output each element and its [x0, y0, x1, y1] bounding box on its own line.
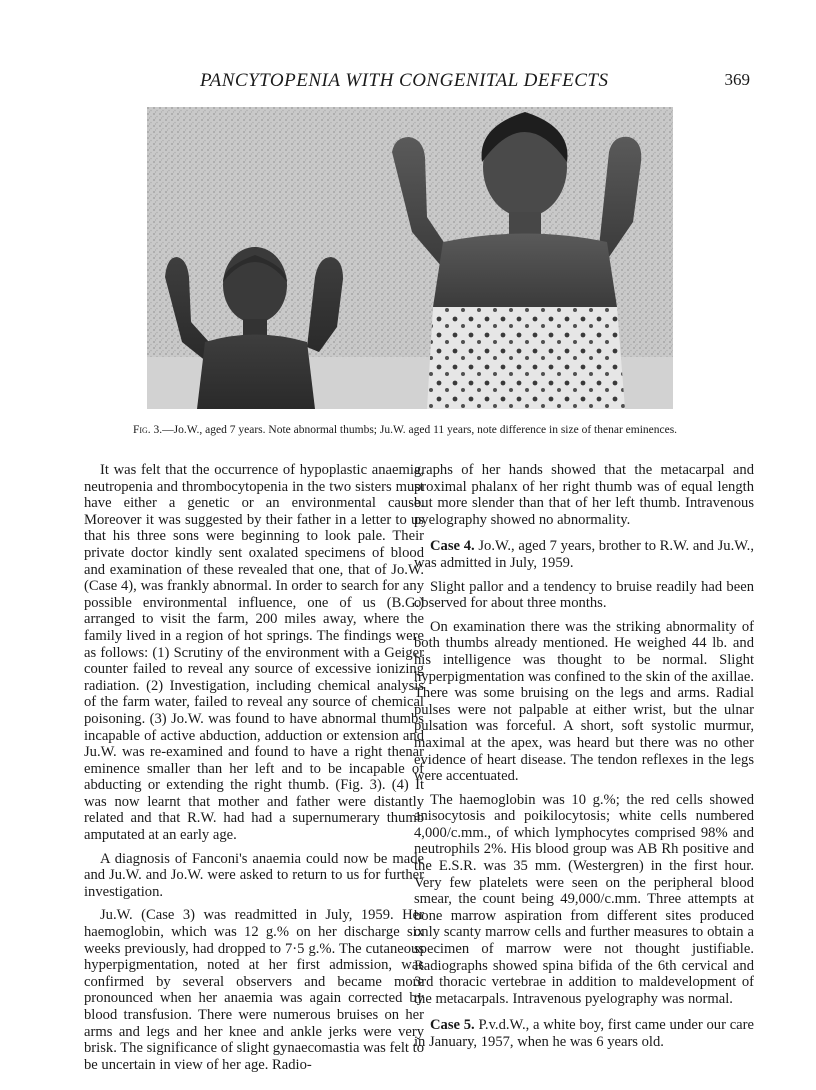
case-5-intro: P.v.d.W., a white boy, first came under our care in January, 1957, when he was 6 years old.	[414, 1017, 754, 1050]
case-4-heading: Case 4.	[430, 538, 475, 555]
figure-photograph	[147, 107, 673, 409]
case-5-paragraph	[414, 1017, 754, 1050]
paragraph: It was felt that the occurrence of hypoplastic anaemia, neutropenia and thrombocytopenia in the two sisters must have either a genetic or an environmental cause. Moreover it was suggested by their father in a letter to us that his three sons were beginning to look pale. Their private doctor kindly sent oxalated specimens of blood and examination of these revealed that one, that of Jo.W. (Case 4), was frankly abnormal. In order to search for any possible environmental influence, one of us (B.G.) arranged to visit the farm, 200 miles away, where the family lived in a region of hot springs. The findings were as follows: (1) Scrutiny of the environment with a Geiger counter failed to reveal any source of excessive ionizing radiation. (2) Investigation, including chemical analysis of the farm water, failed to reveal any source of chemical poisoning. (3) Jo.W. was found to have abnormal thumbs incapable of active abduction, adduction or extension and Ju.W. was re-examined and found to have a right thenar eminence smaller than her left and to be incapable of abducting or extending the right thumb. (Fig. 3). (4) It was now learnt that mother and father were distantly related and that R.W. had had a supernumerary thumb amputated at an early age.	[84, 462, 424, 844]
case-4-paragraph	[414, 538, 754, 571]
page-number: 369	[724, 70, 750, 89]
case-5-heading: Case 5.	[430, 1017, 475, 1034]
case-4-intro: Jo.W., aged 7 years, brother to R.W. and Ju.W., was admitted in July, 1959.	[414, 538, 754, 571]
running-title: PANCYTOPENIA WITH CONGENITAL DEFECTS	[200, 70, 609, 91]
photograph-children-hands-raised	[147, 107, 673, 409]
paragraph-continuation: graphs of her hands showed that the metacarpal and proximal phalanx of her right thumb was of equal length but more slender than that of her left thumb. Intravenous pyelography showed no abnormality.	[414, 462, 754, 528]
paragraph: Ju.W. (Case 3) was readmitted in July, 1959. Her haemoglobin, which was 12 g.% on her discharge six weeks previously, had dropped to 7·5 g.%. The cutaneous hyperpigmentation, noted at her first admission, was confirmed by several observers and became more pronounced when her anaemia was again corrected by blood transfusion. There were numerous bruises on her arms and legs and her knee and ankle jerks were very brisk. The significance of slight gynaecomastia was felt to be uncertain in view of her age. Radio-	[84, 907, 424, 1073]
figure-label: Fig. 3.	[132, 424, 163, 436]
left-column	[84, 462, 424, 1080]
right-column	[414, 462, 754, 1058]
paragraph: The haemoglobin was 10 g.%; the red cells showed anisocytosis and poikilocytosis; white cells numbered 4,000/c.mm., of which lymphocytes comprised 98% and neutrophils 2%. His blood group was AB Rh positive and the E.S.R. was 35 mm. (Westergren) in the first hour. Very few platelets were seen on the peripheral blood smear, the count being 49,000/c.mm. Three attempts at bone marrow aspiration from different sites produced only scanty marrow cells and further measures to obtain a specimen of marrow were not thought justifiable. Radiographs showed spina bifida of the 6th cervical and 3rd thoracic vertebrae in addition to maldevelopment of the metacarpals. Intravenous pyelography was normal.	[414, 791, 754, 1007]
page-header	[0, 70, 816, 94]
paragraph: A diagnosis of Fanconi's anaemia could now be made and Ju.W. and Jo.W. were asked to return to us for further investigation.	[84, 850, 424, 900]
paragraph: Slight pallor and a tendency to bruise readily had been observed for about three months.	[414, 578, 754, 612]
figure-caption-text: —Jo.W., aged 7 years. Note abnormal thumbs; Ju.W. aged 11 years, note difference in size of thenar eminences.	[162, 424, 678, 436]
figure-caption	[110, 423, 700, 437]
paragraph: On examination there was the striking abnormality of both thumbs already mentioned. He weighed 44 lb. and his intelligence was thought to be normal. Slight hyperpigmentation was confined to the skin of the axillae. There was some bruising on the legs and arms. Radial pulses were not palpable at either wrist, but the ulnar pulsation was forceful. A short, soft systolic murmur, maximal at the apex, was heard but there was no other evidence of heart disease. The tendon reflexes in the legs were accentuated.	[414, 618, 754, 785]
